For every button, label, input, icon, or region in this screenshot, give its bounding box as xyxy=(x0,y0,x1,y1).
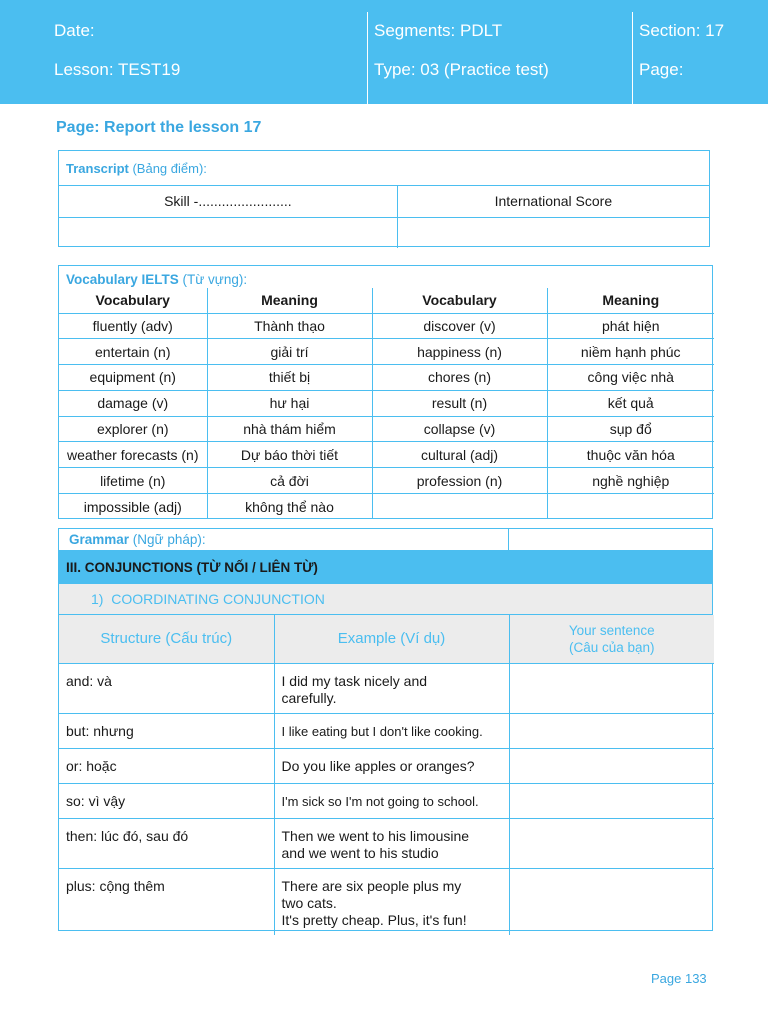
grammar-heading-row xyxy=(59,529,712,551)
your-sentence-cell[interactable] xyxy=(509,868,714,935)
your-sentence-cell[interactable] xyxy=(509,663,714,713)
page-label: Page: xyxy=(639,60,684,79)
vocab-word: entertain (n) xyxy=(59,339,207,365)
example-cell xyxy=(274,783,509,818)
vocabulary-heading-bold: Vocabulary IELTS xyxy=(66,272,179,287)
vocab-meaning: không thể nào xyxy=(207,494,372,520)
transcript-heading xyxy=(59,151,709,186)
grammar-row xyxy=(59,713,714,748)
example-cell xyxy=(274,663,509,713)
transcript-heading-rest: (Bảng điểm): xyxy=(128,160,207,176)
header-col-section-page xyxy=(632,12,768,104)
vocab-word: happiness (n) xyxy=(372,339,547,365)
structure-cell: and: và xyxy=(59,663,274,713)
example-cell xyxy=(274,868,509,935)
grammar-table xyxy=(59,615,714,935)
example-line: and we went to his studio xyxy=(281,844,439,861)
page-number: Page 133 xyxy=(651,971,707,986)
vocab-meaning: sụp đổ xyxy=(547,416,714,442)
vocab-word: explorer (n) xyxy=(59,416,207,442)
vocabulary-row xyxy=(59,313,714,339)
vocab-word: damage (v) xyxy=(59,390,207,416)
segments-label: Segments: PDLT xyxy=(374,21,503,40)
vocabulary-row xyxy=(59,442,714,468)
vocab-meaning: cả đời xyxy=(207,468,372,494)
skill-label: Skill -........................ xyxy=(59,186,397,217)
vocab-meaning: thuộc văn hóa xyxy=(547,442,714,468)
vocabulary-row xyxy=(59,365,714,391)
vocabulary-row xyxy=(59,390,714,416)
grammar-header-row xyxy=(59,615,714,663)
vocab-meaning: phát hiện xyxy=(547,313,714,339)
skill-value-cell[interactable] xyxy=(59,217,397,248)
vocab-meaning: Thành thạo xyxy=(207,313,372,339)
structure-cell: or: hoặc xyxy=(59,748,274,783)
example-line: Do you like apples or oranges? xyxy=(281,757,475,774)
header-col-segments-type xyxy=(367,12,631,104)
meaning-col-header: Meaning xyxy=(547,288,714,313)
vocab-col-header: Vocabulary xyxy=(372,288,547,313)
vocab-meaning: hư hại xyxy=(207,390,372,416)
example-line: I'm sick so I'm not going to school. xyxy=(281,793,479,809)
example-line: carefully. xyxy=(281,689,337,706)
vocabulary-table xyxy=(59,288,714,519)
vocab-meaning: nhà thám hiểm xyxy=(207,416,372,442)
section-label: Section: 17 xyxy=(639,21,725,40)
grammar-row xyxy=(59,663,714,713)
vocab-word: discover (v) xyxy=(372,313,547,339)
vocab-meaning: niềm hạnh phúc xyxy=(547,339,714,365)
vocab-word: profession (n) xyxy=(372,468,547,494)
structure-col-header: Structure (Cấu trúc) xyxy=(59,615,274,663)
example-cell xyxy=(274,713,509,748)
example-line: I like eating but I don't like cooking. xyxy=(281,723,483,739)
vocabulary-row xyxy=(59,468,714,494)
vocab-word: fluently (adv) xyxy=(59,313,207,339)
your-sentence-col-header xyxy=(509,615,714,663)
example-line: It's pretty cheap. Plus, it's fun! xyxy=(281,911,467,928)
grammar-heading-rest: (Ngữ pháp): xyxy=(129,532,206,547)
structure-cell: then: lúc đó, sau đó xyxy=(59,818,274,868)
vocab-word: cultural (adj) xyxy=(372,442,547,468)
header-col-date-lesson xyxy=(0,12,366,104)
score-value-cell[interactable] xyxy=(397,217,709,248)
your-sentence-line2: (Câu của bạn) xyxy=(568,639,655,655)
vocab-meaning: thiết bị xyxy=(207,365,372,391)
transcript-heading-bold: Transcript xyxy=(66,160,129,176)
vocab-meaning: nghề nghiệp xyxy=(547,468,714,494)
conjunctions-section-title: III. CONJUNCTIONS (TỪ NỐI / LIÊN TỪ) xyxy=(59,551,712,584)
grammar-heading xyxy=(59,529,509,550)
international-score-label: International Score xyxy=(397,186,709,217)
vocabulary-row xyxy=(59,339,714,365)
vocab-col-header: Vocabulary xyxy=(59,288,207,313)
vocabulary-row xyxy=(59,416,714,442)
your-sentence-cell[interactable] xyxy=(509,748,714,783)
page-title: Page: Report the lesson 17 xyxy=(56,119,262,136)
structure-cell: plus: cộng thêm xyxy=(59,868,274,935)
date-label: Date: xyxy=(54,21,95,40)
vocabulary-row xyxy=(59,494,714,520)
grammar-row xyxy=(59,818,714,868)
grammar-box xyxy=(58,528,713,931)
example-cell xyxy=(274,818,509,868)
structure-cell: but: nhưng xyxy=(59,713,274,748)
vocabulary-box xyxy=(58,265,713,519)
vocabulary-heading-rest: (Từ vựng): xyxy=(178,272,248,287)
page-header xyxy=(0,0,768,104)
coordinating-conjunction-subtitle: 1) COORDINATING CONJUNCTION xyxy=(59,584,712,615)
grammar-row xyxy=(59,783,714,818)
vocab-word: collapse (v) xyxy=(372,416,547,442)
example-line: Then we went to his limousine xyxy=(281,827,470,844)
your-sentence-line1: Your sentence xyxy=(568,622,655,638)
vocabulary-heading xyxy=(59,266,712,288)
your-sentence-cell[interactable] xyxy=(509,783,714,818)
type-label: Type: 03 (Practice test) xyxy=(374,60,549,79)
transcript-table xyxy=(59,186,709,248)
vocab-word: equipment (n) xyxy=(59,365,207,391)
example-col-header: Example (Ví dụ) xyxy=(274,615,509,663)
vocab-meaning: công việc nhà xyxy=(547,365,714,391)
your-sentence-cell[interactable] xyxy=(509,713,714,748)
vocabulary-header-row xyxy=(59,288,714,313)
your-sentence-cell[interactable] xyxy=(509,818,714,868)
example-line: I did my task nicely and xyxy=(281,672,428,689)
vocab-word: weather forecasts (n) xyxy=(59,442,207,468)
example-line: There are six people plus my xyxy=(281,877,462,894)
grammar-heading-bold: Grammar xyxy=(69,532,130,547)
transcript-box xyxy=(58,150,710,247)
vocab-word: impossible (adj) xyxy=(59,494,207,520)
vocab-word: result (n) xyxy=(372,390,547,416)
vocab-word: lifetime (n) xyxy=(59,468,207,494)
vocab-meaning: Dự báo thời tiết xyxy=(207,442,372,468)
example-cell xyxy=(274,748,509,783)
vocab-meaning xyxy=(547,494,714,520)
meaning-col-header: Meaning xyxy=(207,288,372,313)
vocab-word: chores (n) xyxy=(372,365,547,391)
vocab-meaning: kết quả xyxy=(547,390,714,416)
vocab-word xyxy=(372,494,547,520)
structure-cell: so: vì vậy xyxy=(59,783,274,818)
example-line: two cats. xyxy=(281,894,337,911)
grammar-row xyxy=(59,868,714,935)
grammar-row xyxy=(59,748,714,783)
lesson-label: Lesson: TEST19 xyxy=(54,60,181,79)
vocab-meaning: giải trí xyxy=(207,339,372,365)
